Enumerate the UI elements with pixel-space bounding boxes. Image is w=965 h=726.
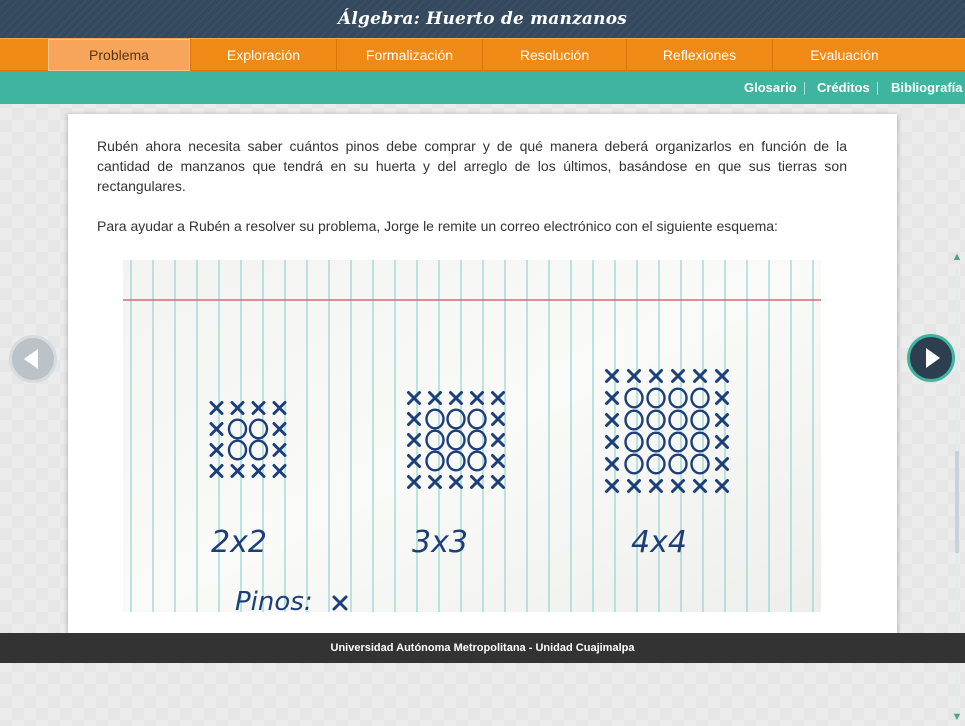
- link-bibliografia[interactable]: Bibliografía: [891, 80, 963, 95]
- problem-paragraph: Rubén ahora necesita saber cuántos pinos debe comprar y de qué manera deberá organizarlos en función de la cantidad de manzanos que tendrá en su huerta y del arreglo de los últimos, basándose en que sus tierras son rectangulares.: [97, 138, 847, 194]
- pattern-label: 2x2: [211, 525, 267, 560]
- link-creditos[interactable]: Créditos: [817, 80, 870, 95]
- title-bar: [0, 0, 965, 38]
- main-nav: [0, 38, 965, 71]
- sub-nav: [0, 71, 965, 104]
- tab-reflexiones[interactable]: Reflexiones: [662, 47, 737, 63]
- notebook-scheme-image: [123, 260, 821, 617]
- tab-exploracion[interactable]: Exploración: [226, 47, 301, 63]
- pattern-label: 3x3: [412, 525, 468, 560]
- scroll-up-arrow-icon[interactable]: ▲: [951, 251, 963, 263]
- link-glosario[interactable]: Glosario: [744, 80, 797, 95]
- tab-resolucion[interactable]: Resolución: [519, 47, 590, 63]
- chevron-left-icon: [12, 338, 54, 380]
- footer: [0, 633, 965, 663]
- tab-formalizacion[interactable]: Formalización: [365, 47, 454, 63]
- chevron-right-icon: [910, 337, 952, 379]
- pinos-legend-label: Pinos:: [235, 587, 313, 617]
- app-title: Álgebra: Huerto de manzanos: [337, 9, 628, 29]
- tab-evaluacion[interactable]: Evaluación: [810, 47, 879, 63]
- next-page-button[interactable]: [907, 334, 955, 382]
- scheme-intro-paragraph: Para ayudar a Rubén a resolver su problema, Jorge le remite un correo electrónico con el siguiente esquema:: [97, 218, 778, 234]
- scroll-thumb[interactable]: [955, 451, 959, 553]
- sub-nav-divider: [804, 82, 805, 95]
- prev-page-button[interactable]: [9, 335, 57, 383]
- scroll-down-arrow-icon[interactable]: ▼: [951, 711, 963, 723]
- footer-text: Universidad Autónoma Metropolitana - Unidad Cuajimalpa: [330, 642, 635, 654]
- tab-problema[interactable]: Problema: [48, 39, 190, 71]
- pattern-label: 4x4: [631, 525, 687, 560]
- sub-nav-divider: [877, 82, 878, 95]
